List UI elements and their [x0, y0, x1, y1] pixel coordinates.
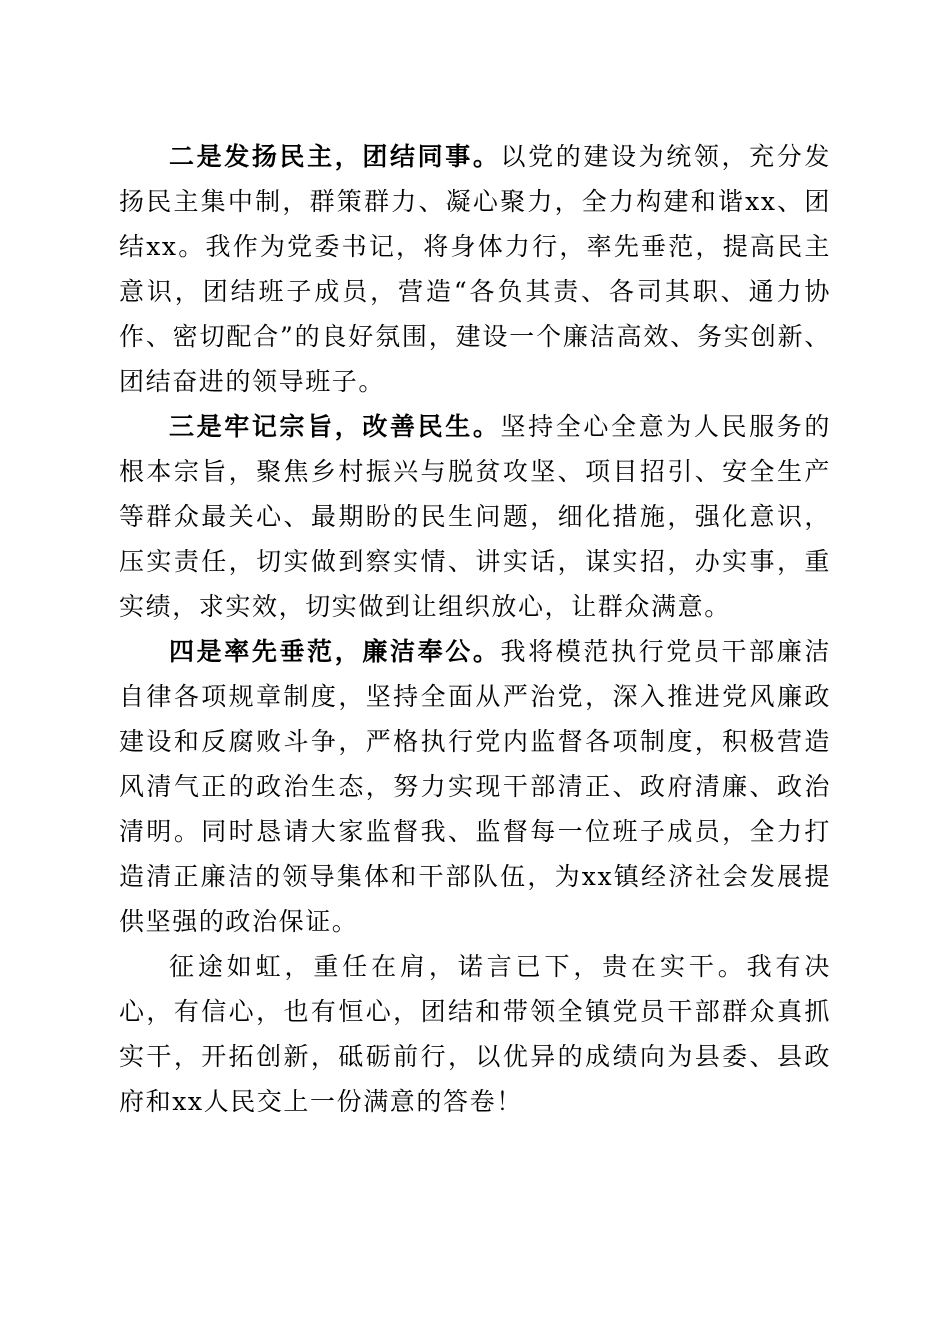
paragraph-democracy-unity	[119, 134, 831, 404]
paragraph-conclusion	[119, 944, 831, 1124]
paragraph-text: 我将模范执行党员干部廉洁自律各项规章制度，坚持全面从严治党，深入推进党风廉政建设和反腐败斗争，严格执行党内监督各项制度，积极营造风清气正的政治生态，努力实现干部清正、政府清廉、政治清明。同时恳请大家监督我、监督每一位班子成员，全力打造清正廉洁的领导集体和干部队伍，为xx镇经济社会发展提供坚强的政治保证。	[119, 637, 832, 936]
paragraph-people-livelihood	[119, 404, 831, 629]
paragraph-text: 坚持全心全意为人民服务的根本宗旨，聚焦乡村振兴与脱贫攻坚、项目招引、安全生产等群众最关心、最期盼的民生问题，细化措施，强化意识，压实责任，切实做到察实情、讲实话，谋实招，办实事，重实绩，求实效，切实做到让组织放心，让群众满意。	[119, 412, 832, 621]
paragraph-heading: 三是牢记宗旨，改善民生。	[169, 412, 501, 441]
paragraph-text: 征途如虹，重任在肩，诺言已下，贵在实干。我有决心，有信心，也有恒心，团结和带领全镇党员干部群众真抓实干，开拓创新，砥砺前行，以优异的成绩向为县委、县政府和xx人民交上一份满意的答卷！	[119, 952, 831, 1116]
paragraph-heading: 二是发扬民主，团结同事。	[169, 142, 501, 171]
document-body	[119, 134, 831, 1124]
paragraph-text: 以党的建设为统领，充分发扬民主集中制，群策群力、凝心聚力，全力构建和谐xx、团结xx。我作为党委书记，将身体力行，率先垂范，提高民主意识，团结班子成员，营造“各负其责、各司其职、通力协作、密切配合”的良好氛围，建设一个廉洁高效、务实创新、团结奋进的领导班子。	[119, 142, 832, 396]
paragraph-heading: 四是率先垂范，廉洁奉公。	[169, 637, 501, 666]
paragraph-integrity	[119, 629, 831, 944]
